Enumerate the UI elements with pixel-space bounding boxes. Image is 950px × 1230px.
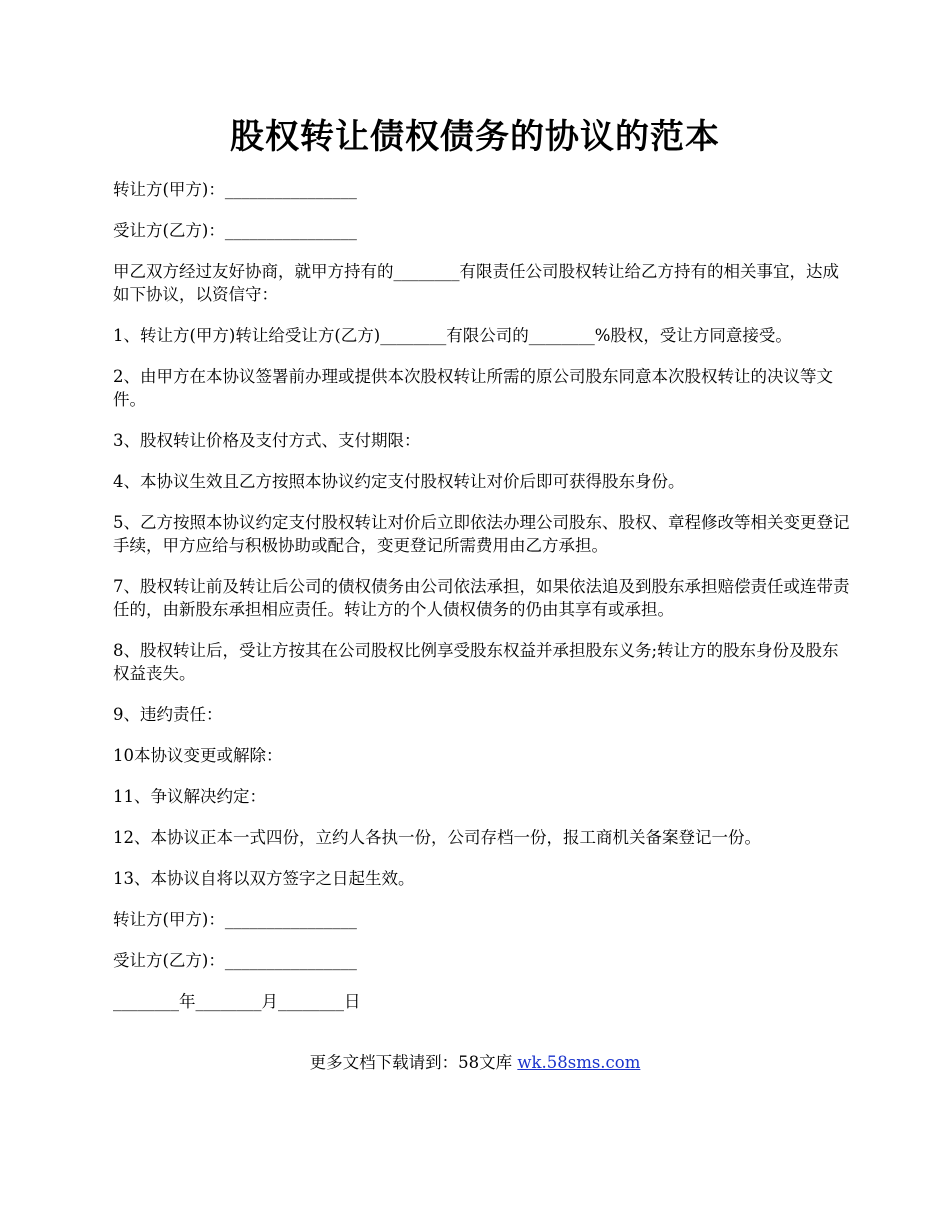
paragraph-clause-3: 3、股权转让价格及支付方式、支付期限： bbox=[113, 431, 421, 450]
footer-text: 更多文档下载请到：58文库 bbox=[309, 1053, 518, 1072]
paragraph-preamble: 甲乙双方经过友好协商，就甲方持有的________有限责任公司股权转让给乙方持有的相关事宜，达成如下协议，以资信守： bbox=[113, 262, 839, 304]
paragraph-transferor: 转让方(甲方)：________________ bbox=[113, 180, 357, 199]
paragraph-transferee: 受让方(乙方)：________________ bbox=[113, 221, 357, 240]
paragraph-clause-9: 9、违约责任： bbox=[113, 705, 223, 724]
paragraph-clause-10: 10本协议变更或解除： bbox=[113, 746, 283, 765]
signature-transferor: 转让方(甲方)：________________ bbox=[113, 910, 357, 929]
paragraph-clause-11: 11、争议解决约定： bbox=[113, 787, 266, 806]
paragraph-clause-1: 1、转让方(甲方)转让给受让方(乙方)________有限公司的________%股权，受让方同意接受。 bbox=[113, 326, 792, 345]
signature-transferee: 受让方(乙方)：________________ bbox=[113, 951, 357, 970]
paragraph-clause-8: 8、股权转让后，受让方按其在公司股权比例享受股东权益并承担股东义务;转让方的股东身份及股东权益丧失。 bbox=[113, 641, 839, 683]
paragraph-clause-5: 5、乙方按照本协议约定支付股权转让对价后立即依法办理公司股东、股权、章程修改等相关变更登记手续，甲方应给与积极协助或配合，变更登记所需费用由乙方承担。 bbox=[113, 513, 850, 555]
footer-link[interactable]: wk.58sms.com bbox=[517, 1053, 641, 1072]
document-title: 股权转让债权债务的协议的范本 bbox=[230, 117, 720, 157]
document-body bbox=[113, 178, 855, 1031]
paragraph-clause-4: 4、本协议生效且乙方按照本协议约定支付股权转让对价后即可获得股东身份。 bbox=[113, 472, 685, 491]
footer bbox=[0, 1051, 950, 1074]
paragraph-clause-12: 12、本协议正本一式四份，立约人各执一份，公司存档一份，报工商机关备案登记一份。 bbox=[113, 828, 761, 847]
paragraph-clause-2: 2、由甲方在本协议签署前办理或提供本次股权转让所需的原公司股东同意本次股权转让的决议等文件。 bbox=[113, 367, 833, 409]
paragraph-clause-7: 7、股权转让前及转让后公司的债权债务由公司依法承担，如果依法追及到股东承担赔偿责任或连带责任的，由新股东承担相应责任。转让方的个人债权债务的仍由其享有或承担。 bbox=[113, 577, 850, 619]
paragraph-clause-13: 13、本协议自将以双方签字之日起生效。 bbox=[113, 869, 415, 888]
signature-date: ________年________月________日 bbox=[113, 992, 361, 1011]
